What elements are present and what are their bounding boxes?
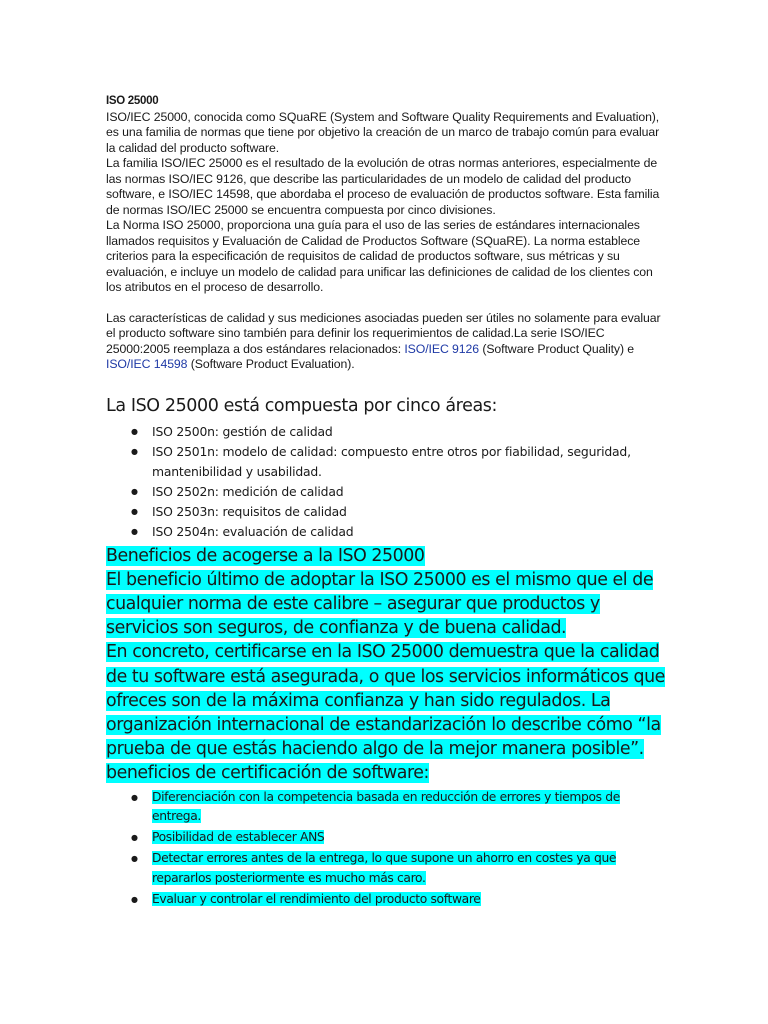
paragraph-characteristics xyxy=(106,311,666,373)
list-item xyxy=(152,788,666,828)
list-item: ● ISO 2500n: gestión de calidad xyxy=(152,422,666,442)
highlighted-text: Beneficios de acogerse a la ISO 25000 xyxy=(106,545,425,566)
benefits-section xyxy=(106,544,666,786)
highlighted-text: Posibilidad de establecer ANS xyxy=(152,830,325,845)
list-item xyxy=(152,828,666,848)
highlighted-text: beneficios de certificación de software: xyxy=(106,763,429,784)
list-item: ● ISO 2502n: medición de calidad xyxy=(152,482,666,502)
paragraph-norma: La Norma ISO 25000, proporciona una guía para el uso de las series de estándares internacionales llamados requisitos y Evaluación de Calidad de Productos Software (SQuaRE). La norma establece criterios para la especificación de requisitos de calidad de productos software, sus métricas y su evaluación, e incluye un modelo de calidad para unificar las definiciones de calidad de los clientes con los atributos en el proceso de desarrollo. xyxy=(106,218,653,294)
list-item: ● ISO 2503n: requisitos de calidad xyxy=(152,502,666,522)
benefits-paragraph-2 xyxy=(106,640,666,761)
benefits-paragraph-1 xyxy=(106,568,666,641)
text-run: Las características de calidad y sus mediciones asociadas pueden ser útiles no solamente para evaluar el producto software sino también para definir los requerimientos de calidad.La serie ISO/IEC 25000:2005 reemplaza a dos estándares relacionados: xyxy=(106,310,661,356)
benefits-list xyxy=(106,788,666,910)
paragraph-intro: ISO/IEC 25000, conocida como SQuaRE (System and Software Quality Requirements and Evaluation), es una familia de normas que tiene por objetivo la creación de un marco de trabajo común para evaluar la calidad del producto software. xyxy=(106,109,660,155)
benefits-subheading xyxy=(106,761,666,785)
spacer xyxy=(106,296,666,311)
areas-list xyxy=(106,422,666,542)
areas-heading: La ISO 25000 está compuesta por cinco áreas: xyxy=(106,395,497,416)
benefits-heading xyxy=(106,544,666,568)
list-item xyxy=(152,849,666,889)
paragraph-family: La familia ISO/IEC 25000 es el resultado de la evolución de otras normas anteriores, especialmente de las normas ISO/IEC 9126, que describe las particularidades de un modelo de calidad del producto software, e ISO/IEC 14598, que abordaba el proceso de evaluación de productos software. Esta familia de normas ISO/IEC 25000 se encuentra compuesta por cinco divisiones. xyxy=(106,156,660,217)
highlighted-text: Detectar errores antes de la entrega, lo que supone un ahorro en costes ya que repararlos posteriormente es mucho más caro. xyxy=(152,850,617,885)
link-iso-14598[interactable]: ISO/IEC 14598 xyxy=(106,357,188,371)
list-item xyxy=(152,890,666,910)
list-item: ● ISO 2501n: modelo de calidad: compuesto entre otros por fiabilidad, seguridad, mantenibilidad y usabilidad. xyxy=(152,442,666,482)
highlighted-text: En concreto, certificarse en la ISO 25000 demuestra que la calidad de tu software está asegurada, o que los servicios informáticos que ofreces son de la máxima confianza y han sido regulados. La organización internacional de estandarización lo describe cómo “la prueba de que estás haciendo algo de la mejor manera posible”. xyxy=(106,642,665,760)
list-item: ● ISO 2504n: evaluación de calidad xyxy=(152,522,666,542)
document-page xyxy=(106,94,666,910)
text-run: (Software Product Evaluation). xyxy=(187,357,355,371)
intro-section xyxy=(106,94,666,373)
highlighted-text: Evaluar y controlar el rendimiento del producto software xyxy=(152,891,481,906)
section-heading-iso25000: ISO 25000 xyxy=(106,95,159,107)
text-run: (Software Product Quality) e xyxy=(479,341,634,356)
link-iso-9126[interactable]: ISO/IEC 9126 xyxy=(404,341,480,356)
highlighted-text: Diferenciación con la competencia basada en reducción de errores y tiempos de entrega. xyxy=(152,789,620,824)
highlighted-text: El beneficio último de adoptar la ISO 25000 es el mismo que el de cualquier norma de este calibre – asegurar que productos y servicios son seguros, de confianza y de buena calidad. xyxy=(106,569,654,639)
